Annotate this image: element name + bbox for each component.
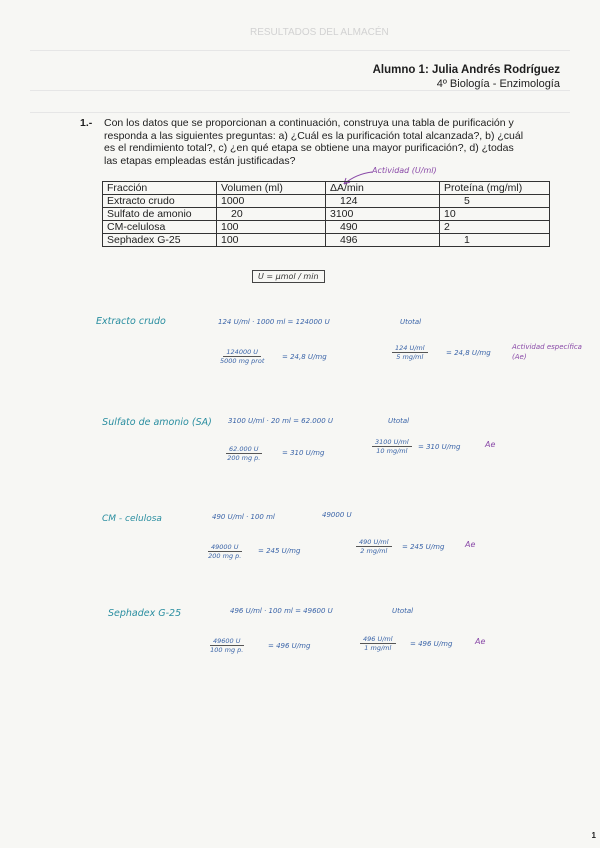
table-cell: 20 — [217, 208, 326, 221]
fraction — [226, 445, 262, 462]
table-cell: 496 — [326, 234, 440, 247]
fraction-numerator: 49000 U — [208, 543, 242, 552]
table-row — [103, 234, 550, 247]
ghost-text: RESULTADOS DEL ALMACÉN — [250, 27, 389, 38]
table-cell: 100 — [217, 221, 326, 234]
fraction-numerator: 124 U/ml — [392, 344, 428, 353]
column-header: Volumen (ml) — [217, 182, 326, 195]
fraction-numerator: 49600 U — [210, 637, 244, 646]
student-name: Alumno 1: Julia Andrés Rodríguez — [372, 64, 560, 76]
table-cell: CM-celulosa — [103, 221, 217, 234]
table-cell: 3100 — [326, 208, 440, 221]
fraction-numerator: 3100 U/ml — [372, 438, 412, 447]
result: = 24,8 U/mg — [282, 353, 327, 361]
total-units-calc: 124 U/ml · 1000 ml = 124000 U — [218, 318, 330, 326]
ghost-rule — [30, 50, 570, 51]
result: = 24,8 U/mg — [446, 349, 491, 357]
specific-activity-tag: Ae — [485, 440, 496, 449]
table-cell: Extracto crudo — [103, 195, 217, 208]
question-line: las etapas empleadas están justificadas? — [104, 154, 296, 167]
fraction-denominator: 100 mg p. — [210, 646, 244, 654]
specific-activity-tag: Actividad específica (Ae) — [512, 343, 582, 361]
column-header: Fracción — [103, 182, 217, 195]
question-text — [104, 117, 559, 167]
fraction-denominator: 2 mg/ml — [360, 547, 388, 555]
result: = 245 U/mg — [402, 543, 445, 551]
specific-activity-tag: Ae — [475, 637, 486, 646]
data-table — [102, 181, 550, 247]
section-label: Extracto crudo — [96, 316, 166, 327]
fraction-denominator: 10 mg/ml — [376, 447, 408, 455]
activity-annotation: Actividad (U/ml) — [372, 166, 437, 175]
fraction — [392, 344, 428, 361]
table-cell: Sephadex G-25 — [103, 234, 217, 247]
ghost-rule — [30, 90, 570, 91]
fraction-denominator: 200 mg p. — [227, 454, 261, 462]
ghost-rule — [30, 112, 570, 113]
total-units-calc: 490 U/ml · 100 ml — [212, 513, 275, 521]
unit-definition-box: U = µmol / min — [252, 270, 325, 283]
table-cell: 100 — [217, 234, 326, 247]
fraction — [360, 635, 396, 652]
result: = 310 U/mg — [418, 443, 461, 451]
table-row — [103, 221, 550, 234]
fraction — [356, 538, 392, 555]
table-cell: 10 — [440, 208, 550, 221]
fraction-denominator: 1 mg/ml — [364, 644, 392, 652]
fraction — [208, 543, 242, 560]
section-label: Sulfato de amonio (SA) — [102, 417, 212, 428]
specific-activity-tag: Ae — [465, 540, 476, 549]
table-cell: 124 — [326, 195, 440, 208]
total-units-tag: Utotal — [400, 318, 422, 326]
fraction-denominator: 200 mg p. — [208, 552, 242, 560]
result: = 496 U/mg — [268, 642, 311, 650]
total-units-calc: 3100 U/ml · 20 ml = 62.000 U — [228, 417, 334, 425]
total-units-tag: Utotal — [392, 607, 414, 615]
table-row — [103, 195, 550, 208]
fraction-numerator: 490 U/ml — [356, 538, 392, 547]
fraction-numerator: 124000 U — [223, 348, 261, 357]
fraction — [220, 348, 264, 365]
course-name: 4º Biología - Enzimología — [436, 78, 560, 90]
result: = 310 U/mg — [282, 449, 325, 457]
table-header-row — [103, 182, 550, 195]
table-cell: 5 — [440, 195, 550, 208]
question-line: Con los datos que se proporcionan a continuación, construya una tabla de purificación y — [104, 117, 514, 129]
result: = 496 U/mg — [410, 640, 453, 648]
page-number: 1 — [591, 831, 596, 840]
section-label: CM - celulosa — [102, 514, 162, 524]
column-header: ΔA/min — [326, 182, 440, 195]
table-cell: 1 — [440, 234, 550, 247]
question-line: responda a las siguientes preguntas: a) ¿Cuál es la purificación total alcanzada?, b) ¿cuál — [104, 129, 524, 142]
total-units-tag: 49000 U — [322, 511, 352, 519]
table-cell: 490 — [326, 221, 440, 234]
fraction-denominator: 5000 mg prot — [220, 357, 265, 365]
fraction — [210, 637, 244, 654]
total-units-calc: 496 U/ml · 100 ml = 49600 U — [230, 607, 333, 615]
column-header: Proteína (mg/ml) — [440, 182, 550, 195]
table-cell: 2 — [440, 221, 550, 234]
question-number: 1.- — [80, 117, 93, 129]
result: = 245 U/mg — [258, 547, 301, 555]
fraction — [372, 438, 412, 455]
question-line: es el rendimiento total?, c) ¿en qué etapa se obtiene una mayor purificación?, d) ¿todas — [104, 142, 514, 155]
section-label: Sephadex G-25 — [108, 608, 182, 619]
table-cell: Sulfato de amonio — [103, 208, 217, 221]
table-cell: 1000 — [217, 195, 326, 208]
table-row — [103, 208, 550, 221]
fraction-denominator: 5 mg/ml — [396, 353, 424, 361]
fraction-numerator: 62.000 U — [226, 445, 262, 454]
total-units-tag: Utotal — [388, 417, 410, 425]
fraction-numerator: 496 U/ml — [360, 635, 396, 644]
